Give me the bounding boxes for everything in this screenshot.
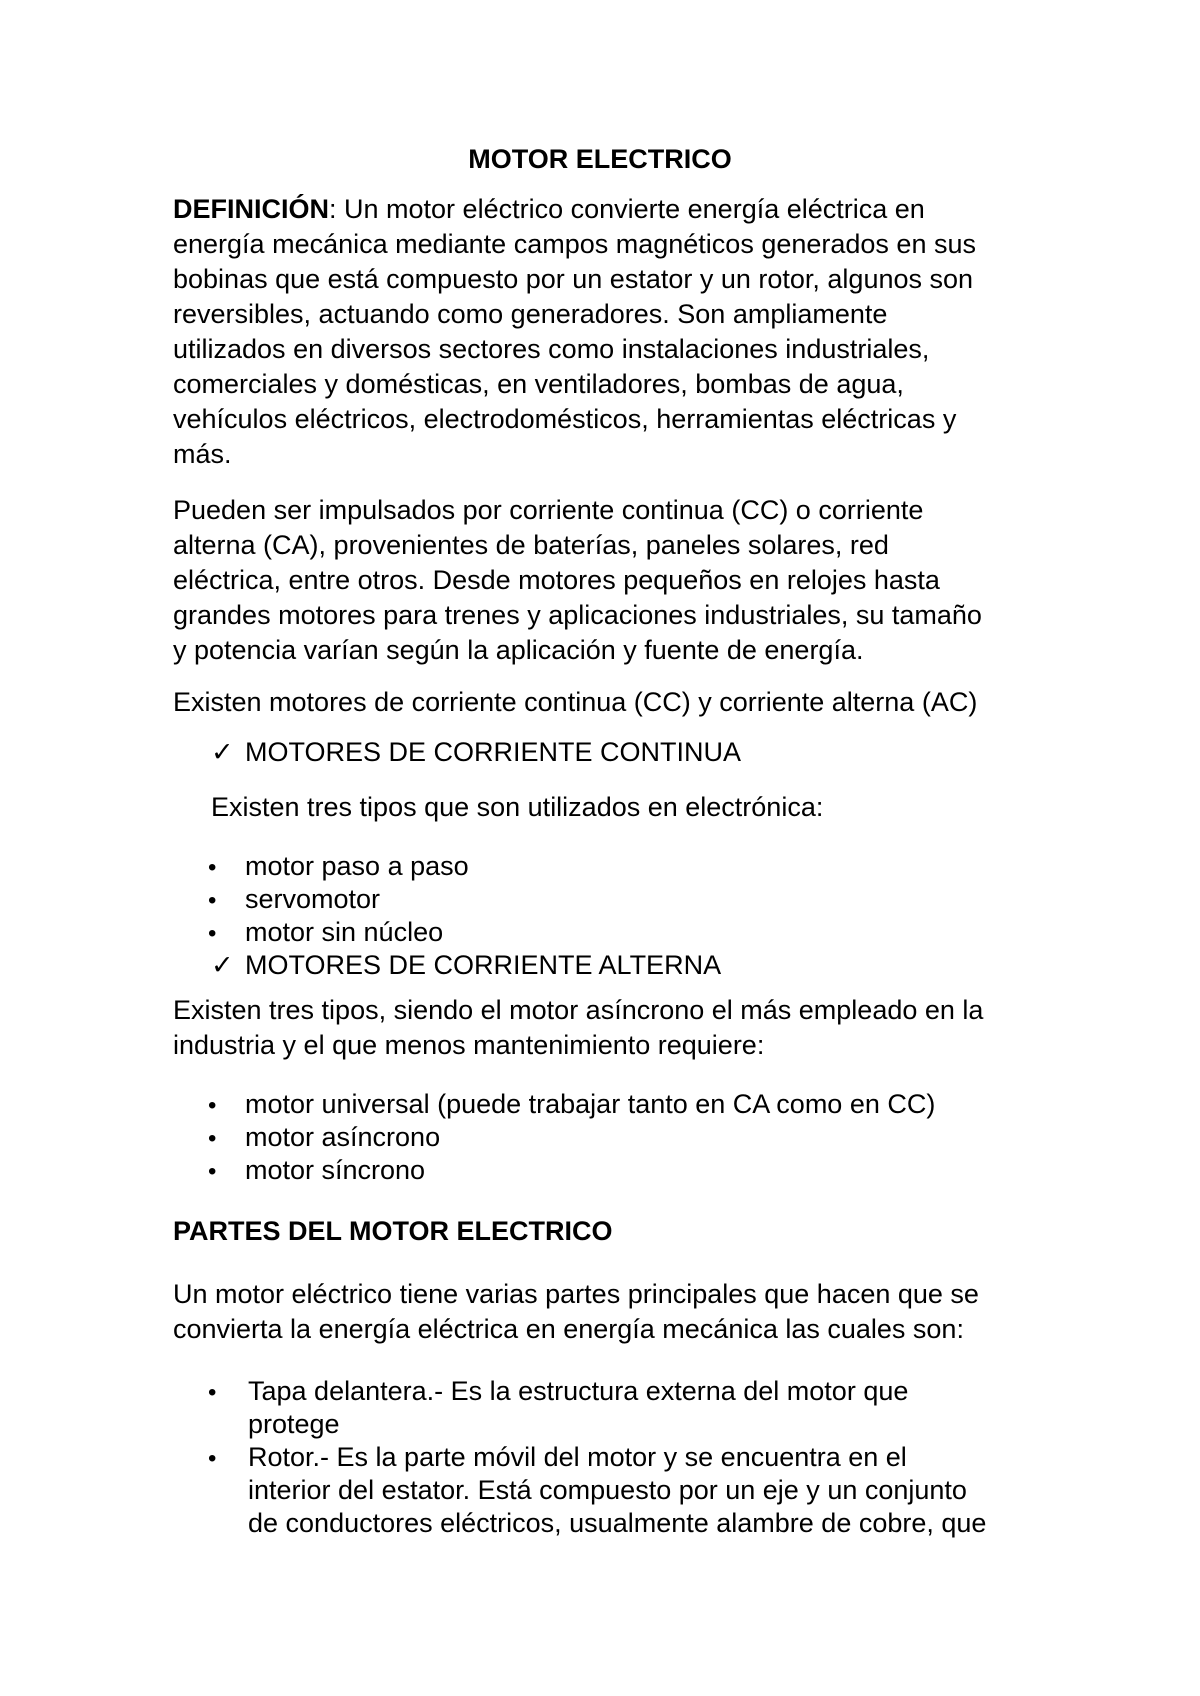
bullet-icon: • [208,1092,217,1119]
dc-heading: MOTORES DE CORRIENTE CONTINUA [245,737,742,767]
definition-line-2: energía mecánica mediante campos magnéticos generados en sus [173,229,976,259]
parts-item-2-line-2: interior del estator. Está compuesto por un eje y un conjunto [248,1475,967,1505]
bullet-icon: • [208,1445,217,1472]
bullet-icon: • [208,887,217,914]
ac-item-2: motor asíncrono [245,1122,441,1152]
definition-line-4: reversibles, actuando como generadores. Son ampliamente [173,299,888,329]
definition-label: DEFINICIÓN [173,194,330,224]
ac-heading: MOTORES DE CORRIENTE ALTERNA [245,950,722,980]
definition-line-7: vehículos eléctricos, electrodomésticos, herramientas eléctricas y [173,404,957,434]
paragraph-2-line-4: grandes motores para trenes y aplicaciones industriales, su tamaño [173,600,982,630]
dc-item-1: motor paso a paso [245,851,469,881]
definition-line-6: comerciales y domésticas, en ventiladores, bombas de agua, [173,369,904,399]
paragraph-2-line-5: y potencia varían según la aplicación y fuente de energía. [173,635,864,665]
definition-line-8: más. [173,439,232,469]
bullet-icon: • [208,854,217,881]
paragraph-2-line-2: alterna (CA), provenientes de baterías, paneles solares, red [173,530,889,560]
dc-intro: Existen tres tipos que son utilizados en electrónica: [211,792,824,822]
check-icon: ✓ [211,950,234,980]
parts-intro-line-1: Un motor eléctrico tiene varias partes principales que hacen que se [173,1279,979,1309]
parts-heading: PARTES DEL MOTOR ELECTRICO [173,1216,613,1246]
paragraph-2-line-1: Pueden ser impulsados por corriente continua (CC) o corriente [173,495,924,525]
dc-item-3: motor sin núcleo [245,917,444,947]
check-icon: ✓ [211,737,234,767]
parts-item-1-line-1: Tapa delantera.- Es la estructura externa del motor que [248,1376,909,1406]
parts-intro-line-2: convierta la energía eléctrica en energía mecánica las cuales son: [173,1314,964,1344]
bullet-icon: • [208,920,217,947]
definition-line-3: bobinas que está compuesto por un estator y un rotor, algunos son [173,264,974,294]
paragraph-3: Existen motores de corriente continua (CC) y corriente alterna (AC) [173,687,978,717]
paragraph-2-line-3: eléctrica, entre otros. Desde motores pequeños en relojes hasta [173,565,940,595]
ac-intro-line-2: industria y el que menos mantenimiento requiere: [173,1030,765,1060]
parts-item-1-line-2: protege [248,1409,340,1439]
parts-item-2-line-1: Rotor.- Es la parte móvil del motor y se encuentra en el [248,1442,907,1472]
definition-line-5: utilizados en diversos sectores como instalaciones industriales, [173,334,930,364]
dc-item-2: servomotor [245,884,381,914]
ac-intro-line-1: Existen tres tipos, siendo el motor asíncrono el más empleado en la [173,995,984,1025]
definition-line-1: DEFINICIÓN: Un motor eléctrico convierte energía eléctrica en [173,194,925,224]
bullet-icon: • [208,1379,217,1406]
bullet-icon: • [208,1125,217,1152]
parts-item-2-line-3: de conductores eléctricos, usualmente alambre de cobre, que [248,1508,987,1538]
document-title: MOTOR ELECTRICO [468,144,732,174]
bullet-icon: • [208,1158,217,1185]
ac-item-1: motor universal (puede trabajar tanto en CA como en CC) [245,1089,936,1119]
ac-item-3: motor síncrono [245,1155,426,1185]
